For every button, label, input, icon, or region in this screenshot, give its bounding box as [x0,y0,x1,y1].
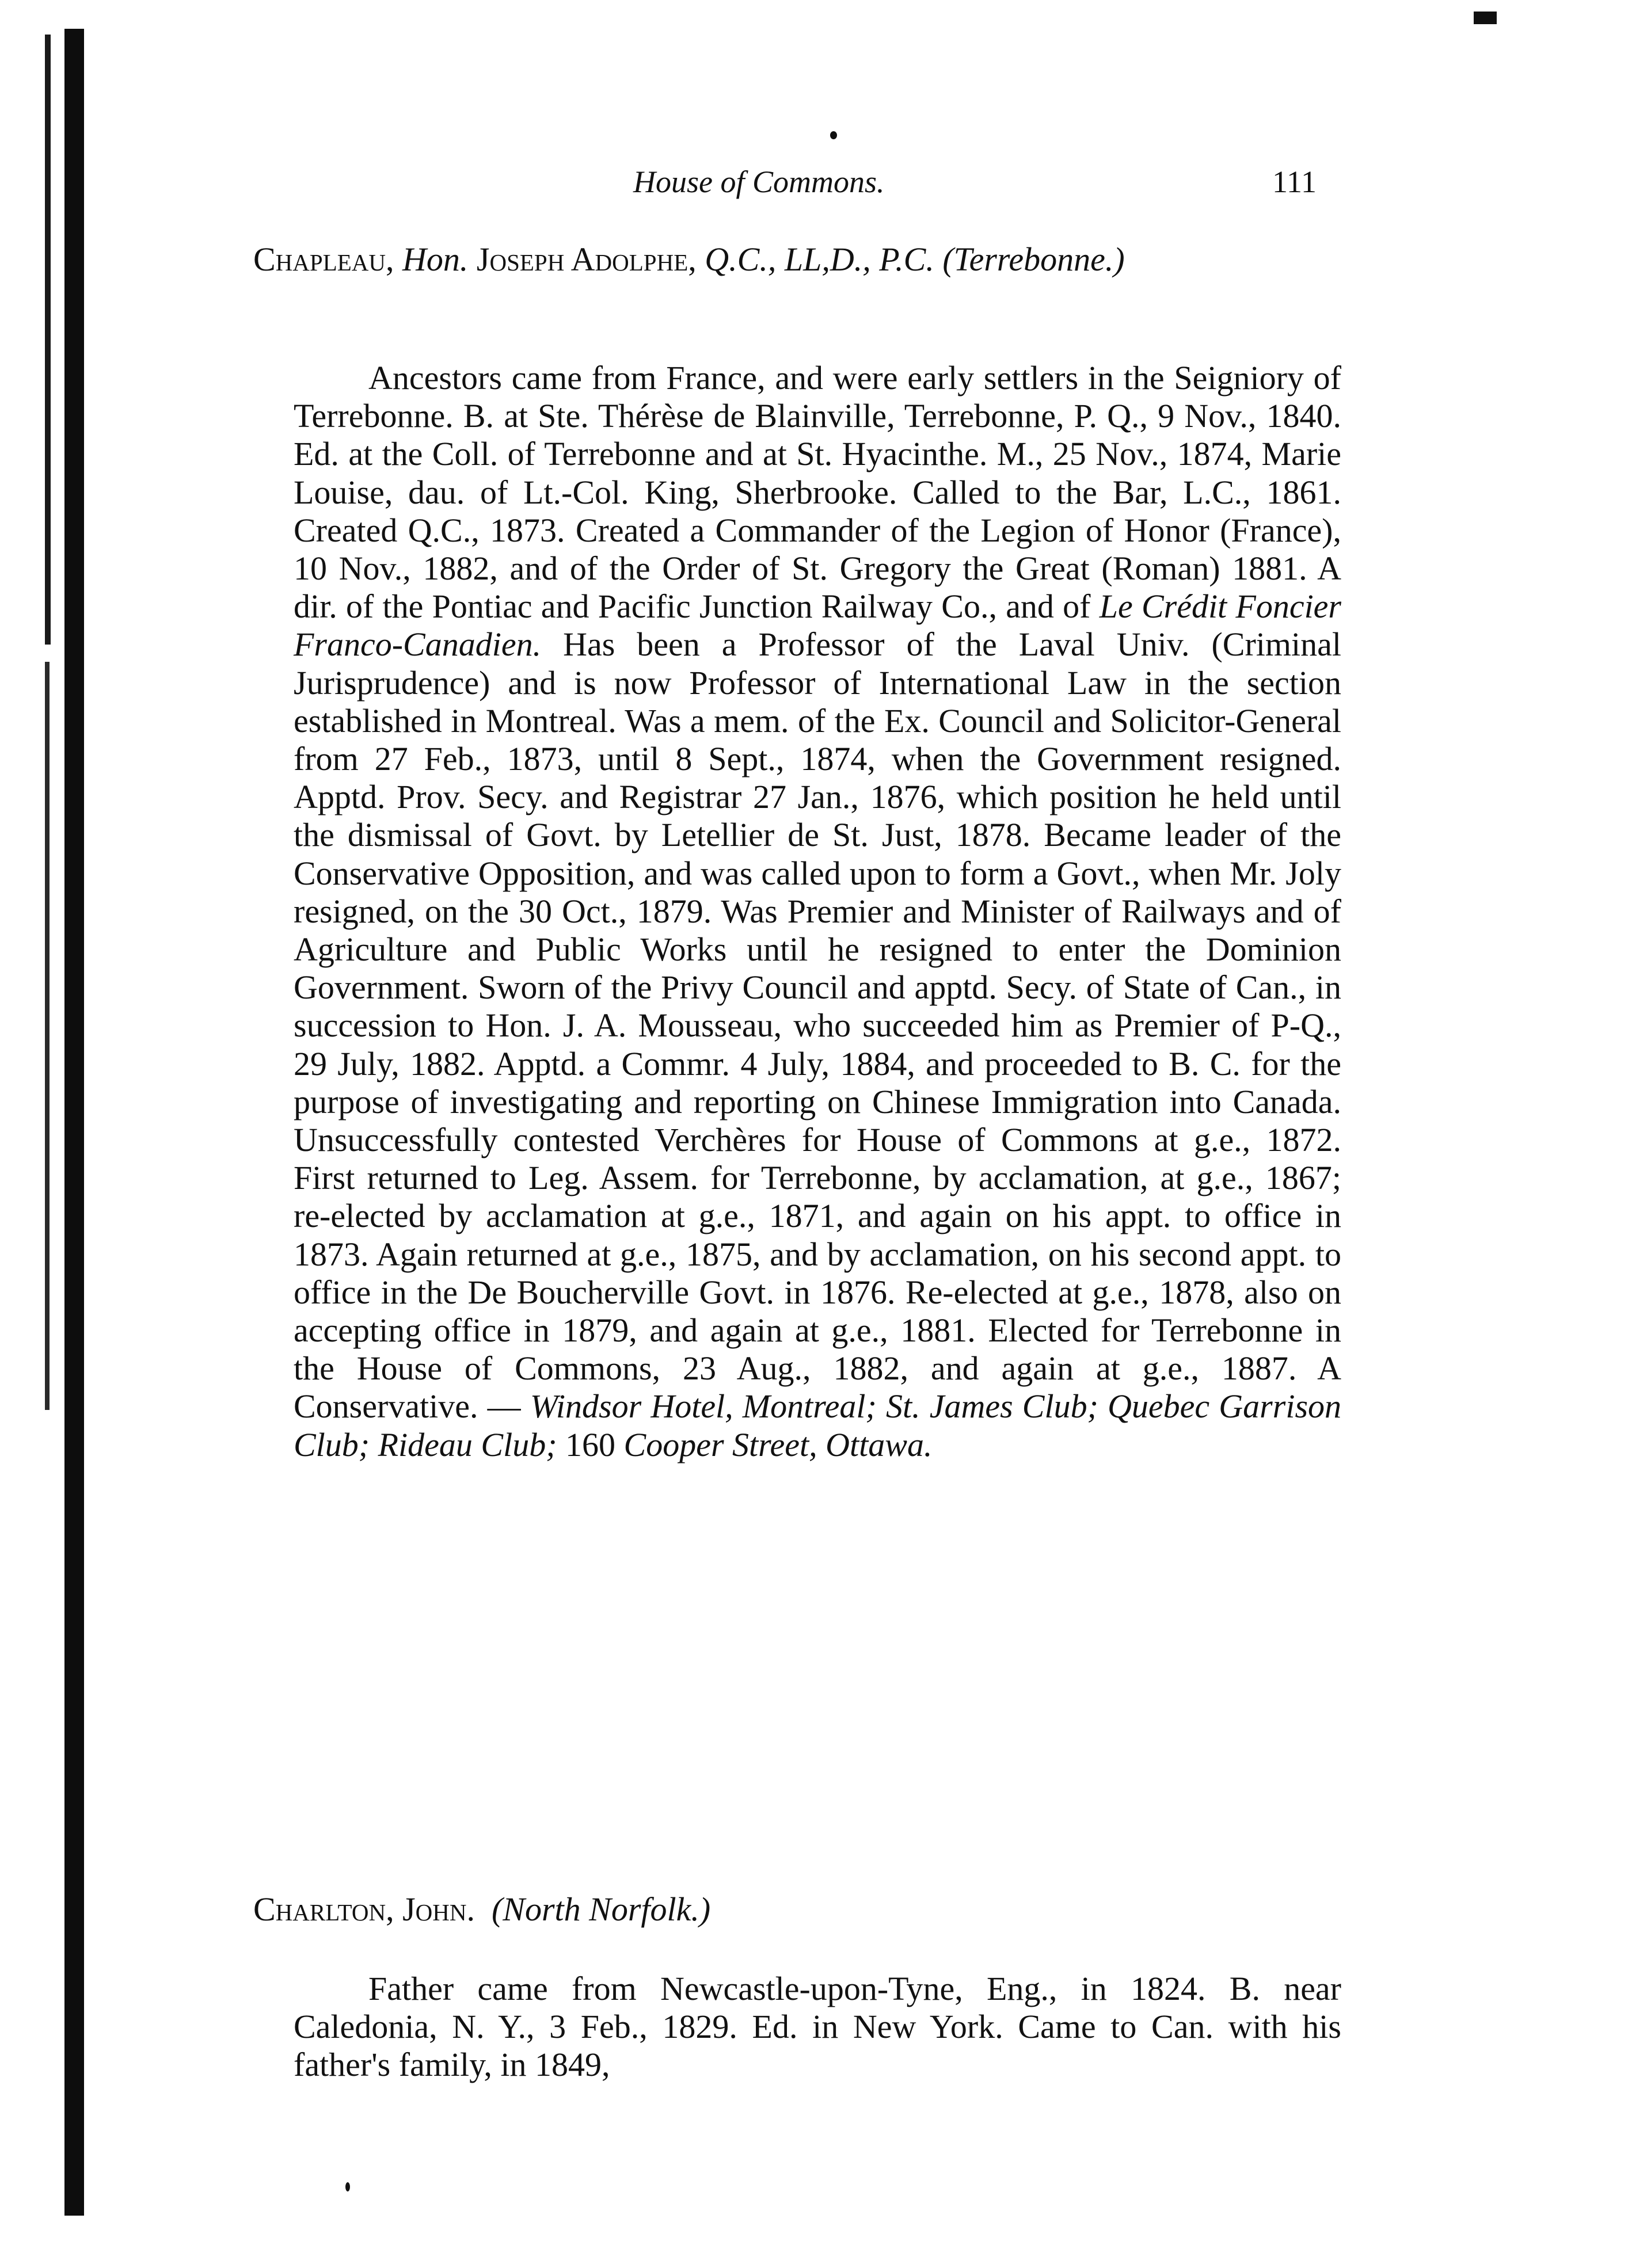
biography-text: Ancestors came from France, and were early settlers in the Seigniory of Terrebonne. B. at Ste. Thérèse de Blainville, Terrebonne, P. Q., 9 Nov., 1840. Ed. at the Coll. of Terrebonne and at St. Hyacinthe. M., 25 Nov., 1874, Marie Louise, dau. of Lt.-Col. King, Sherbrooke. Called to the Bar, L.C., 1861. Created Q.C., 1873. Created a Commander of the Legion of Honor (France), 10 Nov., 1882, and of the Order of St. Gregory the Great (Roman) 1881. A dir. of the Pontiac and Pacific Junction Railway Co., and of [294,359,1341,626]
scan-speck [830,131,837,139]
biography-text: 160 [565,1425,616,1463]
running-head: House of Commons. [633,165,885,199]
entry-biography-chapleau [294,359,1341,1464]
binding-edge-lower [45,662,50,1410]
biography-italic-text: Le Crédit Foncier Franco-Canadien. [294,588,1341,664]
biography-text: Has been a Professor of the Laval Univ. (Criminal Jurisprudence) and is now Professor of International Law in the section established in Montreal. Was a mem. of the Ex. Council and Solicitor-General from 27 Feb., 1873, until 8 Sept., 1874, when the Government resigned. Apptd. Prov. Secy. and Registrar 27 Jan., 1876, which position he held until the dismissal of Govt. by Letellier de St. Just, 1878. Became leader of the Conservative Opposition, and was called upon to form a Govt., when Mr. Joly resigned, on the 30 Oct., 1879. Was Premier and Minister of Railways and of Agriculture and Public Works until he resigned to enter the Dominion Government. Sworn of the Privy Council and apptd. Secy. of State of Can., in succession to Hon. J. A. Mousseau, who succeeded him as Premier of P-Q., 29 July, 1882. Apptd. a Commr. 4 July, 1884, and proceeded to B. C. for the purpose of investigating and reporting on Chinese Immigration into Canada. Unsuccessfully contested Verchères for House of Commons at g.e., 1872. First returned to Leg. Assem. for Terrebonne, by acclamation, at g.e., 1867; re-elected by acclamation at g.e., 1871, and again on his appt. to office in 1873. Again returned at g.e., 1875, and by acclamation, on his second appt. to office in the De Boucherville Govt. in 1876. Re-elected at g.e., 1878, also on accepting office in 1879, and again at g.e., 1881. Elected for Terrebonne in the House of Commons, 23 Aug., 1882, and again at g.e., 1887. A Conservative. — [294,626,1342,1425]
scan-speck [345,2182,350,2191]
entry-given-name: John. [402,1890,475,1928]
scan-corner-mark [1474,12,1497,24]
entry-heading-chapleau: Chapleau, Hon. Joseph Adolphe, Q.C., LL,D., P.C. (Terrebonne.) [253,241,1125,278]
page-number: 111 [1272,165,1317,199]
biography-paragraph [294,359,1341,1464]
biography-text: Father came from Newcastle-upon-Tyne, Eng., in 1824. B. near Caledonia, N. Y., 3 Feb., 1829. Ed. in New York. Came to Can. with his father's family, in 1849, [294,1970,1341,2084]
entry-title: Hon. [402,241,469,278]
entry-surname: Chapleau [253,241,386,278]
entry-biography-charlton [294,1970,1341,2084]
entry-constituency: (Terrebonne.) [942,241,1125,278]
biography-paragraph [294,1970,1341,2084]
entry-given-name: Joseph Adolphe [476,241,688,278]
binding-shadow [64,29,84,2216]
entry-surname: Charlton [253,1890,386,1928]
entry-honours: Q.C., LL,D., P.C. [705,241,934,278]
entry-constituency: (North Norfolk.) [491,1890,711,1928]
biography-addresses: Cooper Street, Ottawa. [623,1425,933,1463]
binding-edge-upper [45,35,51,645]
biography-addresses: Windsor Hotel, Montreal; St. James Club; Quebec Garrison Club; Rideau Club; [294,1388,1342,1463]
entry-heading-charlton: Charlton, John. (North Norfolk.) [253,1890,711,1928]
